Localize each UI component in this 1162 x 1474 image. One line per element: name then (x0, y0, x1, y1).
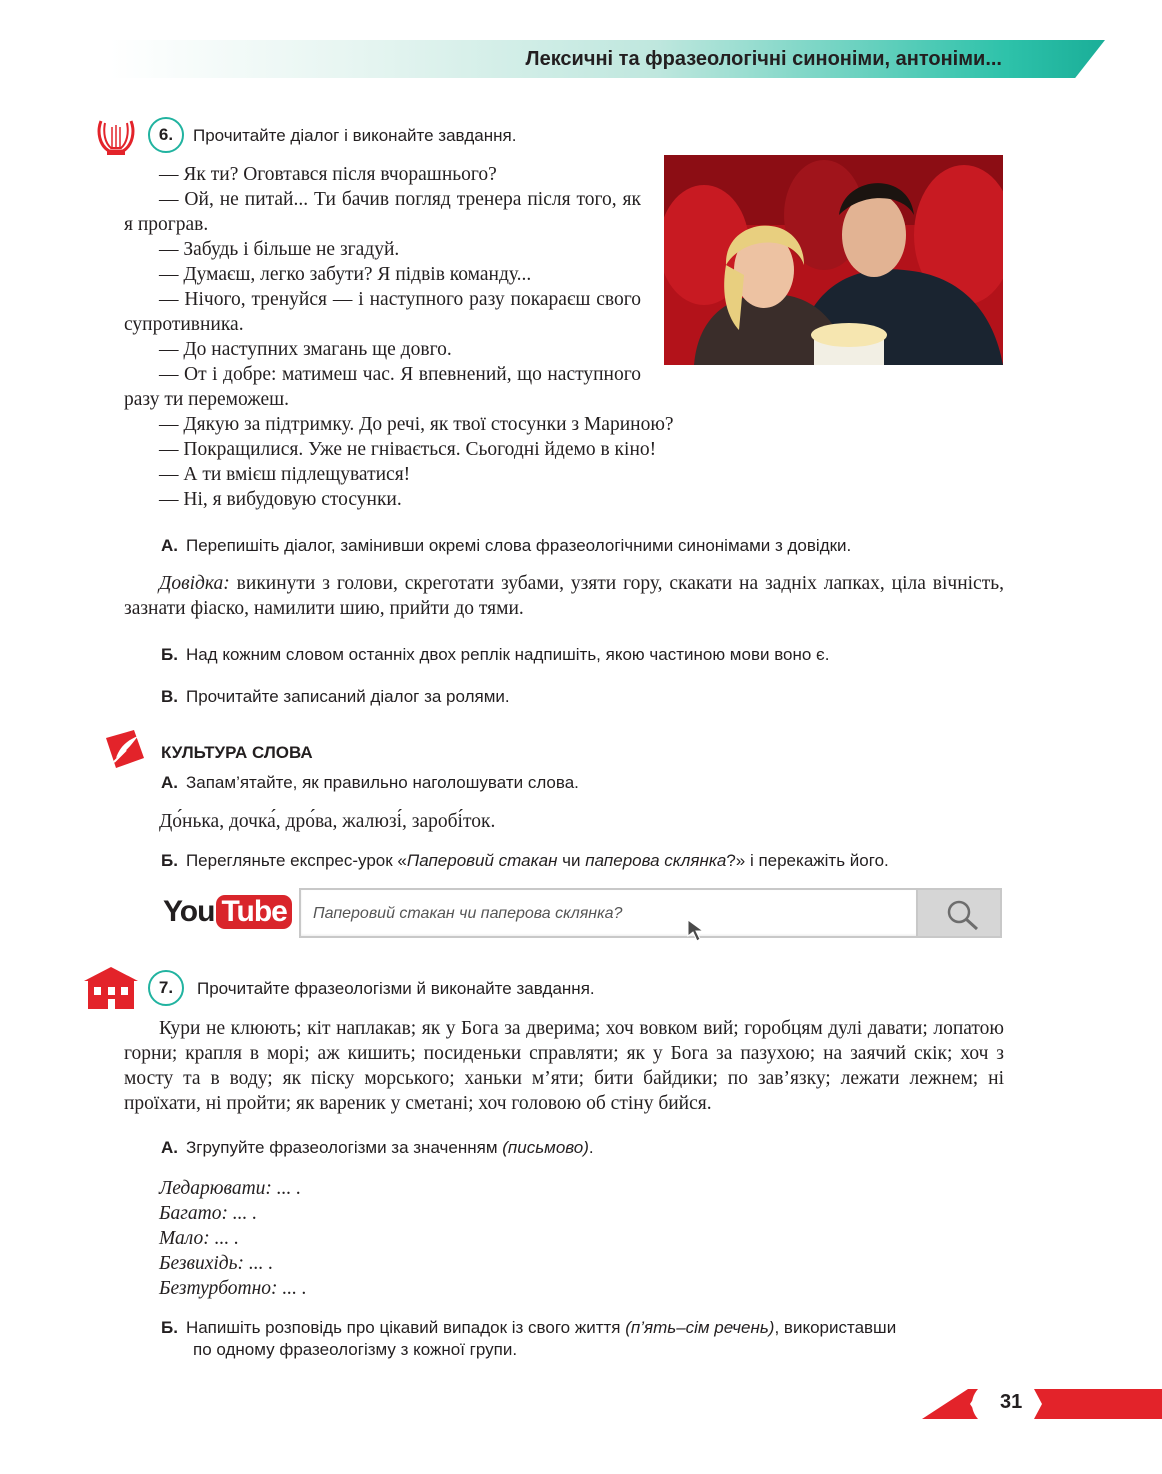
culture-b-italic-2: паперова склянка (585, 851, 727, 870)
dialog-line: — А ти вмієш підлещуватися! (159, 464, 411, 485)
dialog-line: — Думаєш, легко забути? Я підвів команду... (159, 264, 532, 285)
culture-a-text: Запам’ятайте, як правильно наголошувати слова. (186, 773, 579, 792)
task6-a (161, 535, 851, 557)
dialog-line: — От і добре: матимеш час. Я впевнений, що наступного разу ти переможеш. (124, 364, 641, 410)
phraseologisms-text: Кури не клюють; кіт наплакав; як у Бога за дверима; хоч вовком вий; горобцям дулі давати; лопатою горни; крапля в морі; аж кишить; посиденьки справляти; як у Бога за пазухою; на заячий скік; хоч з мосту та в воду; як піску морського; ханьки м’яти; бити байдики; по зав’язку; лежати лежнем; ні проїхати, ні пройти; як вареник у сметані; хоч головою об стіну бийся. (124, 1018, 1004, 1114)
page-number: 31 (1000, 1391, 1023, 1413)
cinema-photo (664, 155, 1003, 365)
group-item: Безвихідь: ... . (159, 1253, 274, 1274)
dialog-part-1 (124, 162, 641, 412)
letter-a: А. (161, 1138, 178, 1157)
culture-b (161, 850, 889, 872)
reference-label: Довідка: (159, 573, 230, 594)
task7-a-note: (письмово) (502, 1138, 589, 1157)
task7-b-note: (п’ять–сім речень) (625, 1318, 775, 1337)
reference-text: викинути з голови, скреготати зубами, узяти гору, скакати на задніх лапках, ціла вічність, зазнати фіаско, намилити шию, прийти до тями. (124, 573, 1004, 619)
dialog-line: — Ой, не питай... Ти бачив погляд тренера після того, як я програв. (124, 189, 641, 235)
letter-a: А. (161, 773, 178, 792)
search-button[interactable] (916, 888, 1002, 938)
group-item: Безтурботно: ... . (159, 1278, 307, 1299)
task6-b (161, 644, 829, 666)
dialog-line: — Як ти? Оговтався після вчорашнього? (159, 164, 497, 185)
task-number-7: 7. (148, 970, 184, 1006)
letter-v: В. (161, 687, 178, 706)
lyre-icon (95, 115, 137, 162)
search-input-value: Паперовий стакан чи паперова склянка? (313, 905, 623, 922)
feather-icon (104, 728, 146, 775)
culture-b-italic-1: Паперовий стакан (406, 851, 558, 870)
dialog-line: — Нічого, тренуйся — і наступного разу покараєш свого супротивника. (124, 289, 641, 335)
footer-bar (922, 1388, 1162, 1420)
task6-v (161, 686, 510, 708)
letter-b: Б. (161, 1318, 178, 1337)
page-header-title: Лексичні та фразеологічні синоніми, антоніми... (525, 48, 1002, 70)
task-number-6: 6. (148, 117, 184, 153)
culture-b-text: ?» і перекажіть його. (726, 851, 889, 870)
group-item: Багато: ... . (159, 1203, 258, 1224)
task7-b-text: Напишіть розповідь про цікавий випадок із свого життя (185, 1318, 621, 1337)
task7-instruction: Прочитайте фразеологізми й виконайте завдання. (197, 979, 595, 998)
dialog-line: — Дякую за підтримку. До речі, як твої стосунки з Мариною? (159, 414, 674, 435)
task7-b (161, 1317, 1011, 1361)
house-icon (84, 967, 138, 1014)
reference-block (124, 571, 1004, 621)
culture-b-text: чи (557, 851, 586, 870)
search-icon (946, 899, 980, 931)
task6-instruction: Прочитайте діалог і виконайте завдання. (193, 126, 517, 145)
youtube-logo-you: You (163, 895, 215, 928)
groups-list (159, 1176, 307, 1301)
letter-a: А. (161, 536, 178, 555)
cursor-icon (686, 918, 714, 946)
task7-b-text: , використавши (774, 1318, 897, 1337)
dialog-line: — Ні, я вибудовую стосунки. (159, 489, 402, 510)
group-item: Ледарювати: ... . (159, 1178, 302, 1199)
culture-a (161, 772, 579, 794)
search-input[interactable] (299, 888, 919, 938)
letter-b: Б. (161, 851, 178, 870)
dialog-part-2 (124, 412, 1024, 512)
youtube-logo-tube: Tube (216, 895, 291, 929)
task6-a-text: Перепишіть діалог, замінивши окремі слова фразеологічними синонімами з довідки. (186, 536, 852, 555)
culture-title: КУЛЬТУРА СЛОВА (161, 743, 313, 762)
culture-b-text: Перегляньте експрес-урок « (185, 851, 407, 870)
task6-v-text: Прочитайте записаний діалог за ролями. (186, 687, 510, 706)
stress-words: До́нька, дочка́, дро́ва, жалюзі́, заробі́ток. (159, 811, 496, 832)
task6-b-text: Над кожним словом останніх двох реплік надпишіть, якою частиною мови воно є. (185, 645, 830, 664)
letter-b: Б. (161, 645, 178, 664)
group-item: Мало: ... . (159, 1228, 239, 1249)
task7-a: А. Згрупуйте фразеологізми за значенням (письмово). (161, 1138, 594, 1157)
dialog-line: — До наступних змагань ще довго. (159, 339, 452, 360)
dialog-line: — Забудь і більше не згадуй. (159, 239, 400, 260)
task7-a-text: Згрупуйте фразеологізми за значенням (186, 1138, 498, 1157)
youtube-logo (163, 892, 292, 932)
task7-b-text-line2: по одному фразеологізму з кожної групи. (193, 1340, 518, 1359)
dialog-line: — Покращилися. Уже не гнівається. Сьогодні йдемо в кіно! (159, 439, 657, 460)
